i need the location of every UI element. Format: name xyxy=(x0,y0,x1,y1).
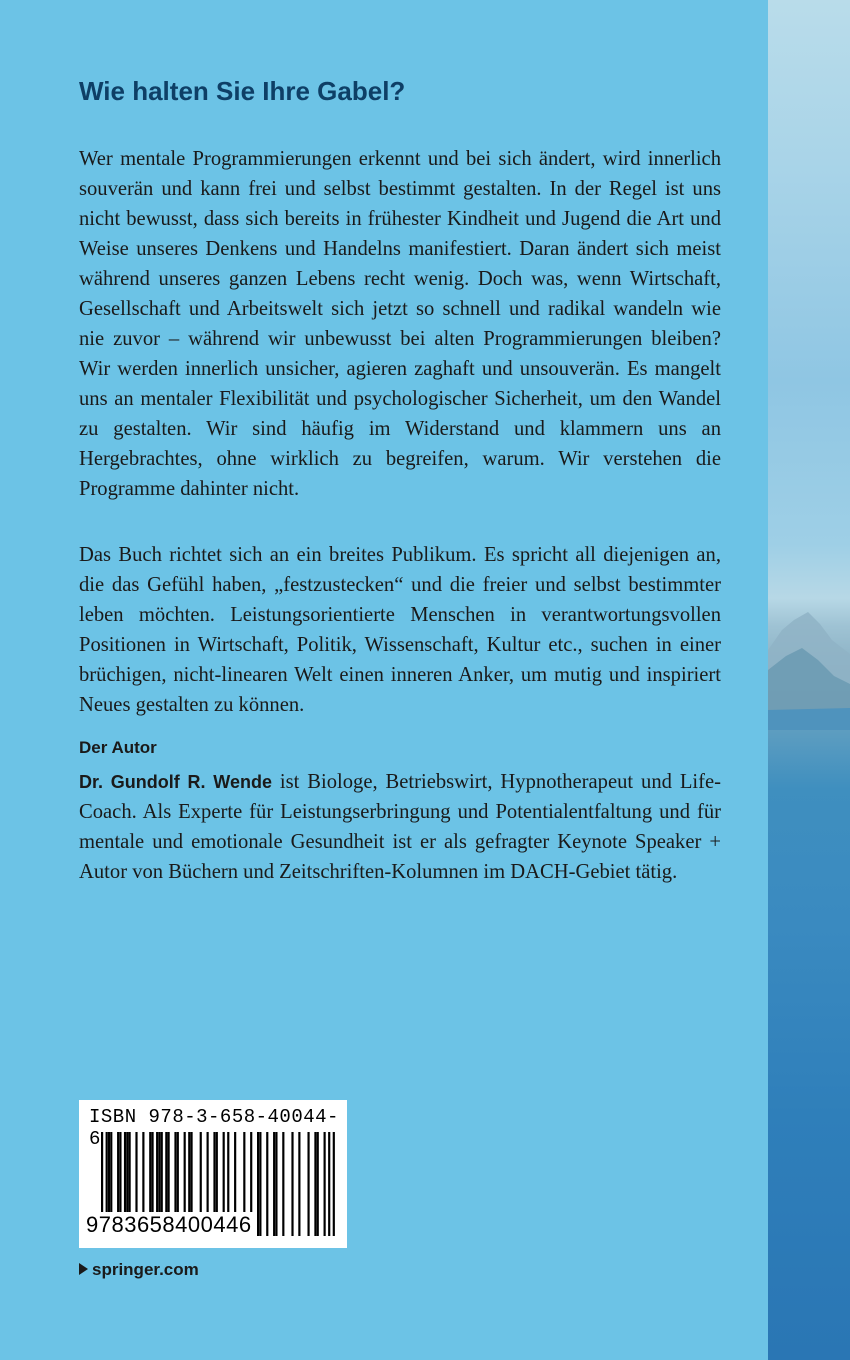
author-bio xyxy=(79,767,721,887)
isbn-label: ISBN 978-3-658-40044-6 xyxy=(89,1106,339,1150)
triangle-arrow-icon xyxy=(79,1263,88,1275)
page-title: Wie halten Sie Ihre Gabel? xyxy=(79,76,406,106)
author-heading: Der Autor xyxy=(79,738,157,757)
barcode xyxy=(79,1100,347,1248)
mountain-silhouette-icon xyxy=(768,590,850,730)
description-paragraph-2: Das Buch richtet sich an ein breites Publikum. Es spricht all diejenigen an, die das Gefühl haben, „festzustecken“ und die freier und selbst bestimmter leben möchten. Leistungsorientierte Menschen in verantwortungsvollen Positionen in Wirtschaft, Politik, Wissenschaft, Kultur etc., suchen in einer brüchigen, nicht-linearen Welt einen inneren Anker, um mutig und inspiriert Neues gestalten zu können. xyxy=(79,544,721,716)
ean-number: 9783658400446 xyxy=(86,1212,252,1237)
publisher-url: springer.com xyxy=(92,1260,199,1279)
author-bio-text: ist Biologe, Betriebswirt, Hypnotherapeut und Life-Coach. Als Experte für Leistungserbringung und Potentialentfaltung und für mentale und emotionale Gesundheit ist er als gefragter Keynote Speaker + Autor von Büchern und Zeitschriften-Kolumnen im DACH-Gebiet tätig. xyxy=(79,771,721,883)
author-name: Dr. Gundolf R. Wende xyxy=(79,772,272,792)
publisher-link[interactable] xyxy=(79,1260,199,1280)
description-paragraph-1: Wer mentale Programmierungen erkennt und bei sich ändert, wird innerlich souverän und kann frei und selbst bestimmt gestalten. In der Regel ist uns nicht bewusst, dass sich bereits in frühester Kindheit und Jugend die Art und Weise unseres Denkens und Handelns manifestiert. Daran ändert sich meist während unseres ganzen Lebens recht wenig. Doch was, wenn Wirtschaft, Gesellschaft und Arbeitswelt sich jetzt so schnell und radikal wandeln wie nie zuvor – während wir unbewusst bei alten Programmierungen bleiben? Wir werden innerlich unsicher, agieren zaghaft und unsouverän. Es mangelt uns an mentaler Flexibilität und psychologischer Sicherheit, um den Wandel zu gestalten. Wir sind häufig im Widerstand und klammern uns an Hergebrachtes, ohne wirklich zu begreifen, warum. Wir verstehen die Programme dahinter nicht. xyxy=(79,148,721,500)
ean-digits xyxy=(85,1212,341,1238)
